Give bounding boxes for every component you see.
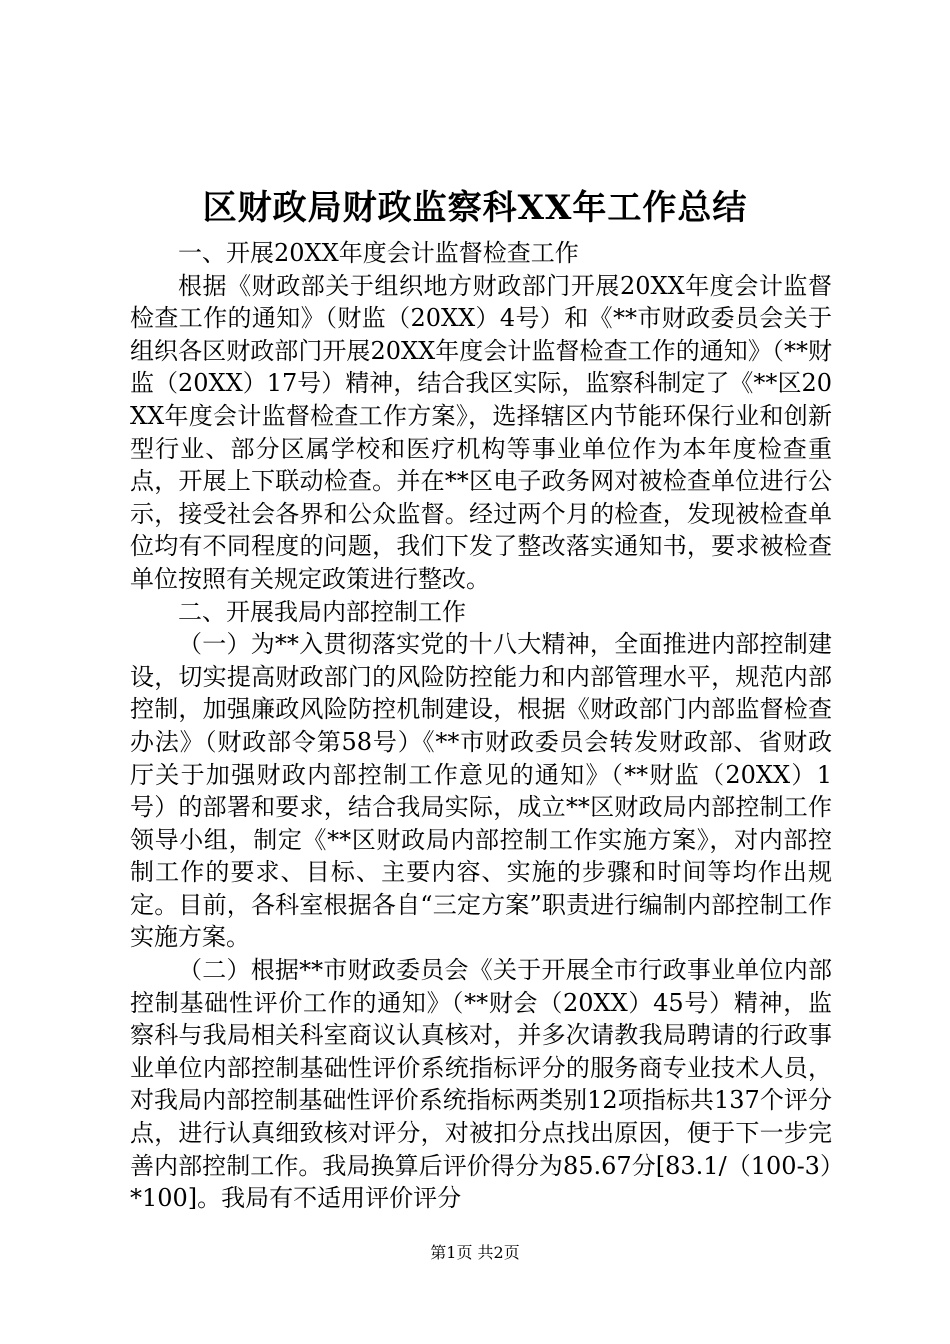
section1-heading: 一、开展20XX年度会计监督检查工作: [178, 239, 579, 267]
section2-heading: 二、开展我局内部控制工作: [178, 597, 466, 626]
document-title: 区财政局财政监察科XX年工作总结: [202, 188, 748, 228]
page-footer: 第1页 共2页: [430, 1243, 520, 1262]
section2-paragraph-1: （一）为**入贯彻落实党的十八大精神，全面推进内部控制建设，切实提高财政部门的风险防控能力和内部管理水平，规范内部控制，加强廉政风险防控机制建设，根据《财政部门内部监督检查办法》（财政部令第58号）《**市财政委员会转发财政部、省财政厅关于加强财政内部控制工作意见的通知》（**财监（20XX）1号）的部署和要求，结合我局实际，成立**区财政局内部控制工作领导小组，制定《**区财政局内部控制工作实施方案》，对内部控制工作的要求、目标、主要内容、实施的步骤和时间等均作出规定。目前，各科室根据各自“三定方案”职责进行编制内部控制工作实施方案。: [130, 630, 832, 952]
section2-paragraph-2: （二）根据**市财政委员会《关于开展全市行政事业单位内部控制基础性评价工作的通知》（**财会（20XX）45号）精神，监察科与我局相关科室商议认真核对，并多次请教我局聘请的行政事业单位内部控制基础性评价系统指标评分的服务商专业技术人员，对我局内部控制基础性评价系统指标两类别12项指标共137个评分点，进行认真细致核对评分，对被扣分点找出原因，便于下一步完善内部控制工作。我局换算后评价得分为85.67分[83.1/（100-3）*100]。我局有不适用评价评分: [130, 956, 832, 1213]
document-body: [130, 237, 832, 1215]
section1-paragraph: 根据《财政部关于组织地方财政部门开展20XX年度会计监督检查工作的通知》（财监（20XX）4号）和《**市财政委员会关于组织各区财政部门开展20XX年度会计监督检查工作的通知》（**财监（20XX）17号）精神，结合我区实际，监察科制定了《**区20XX年度会计监督检查工作方案》，选择辖区内节能环保行业和创新型行业、部分区属学校和医疗机构等事业单位作为本年度检查重点，开展上下联动检查。并在**区电子政务网对被检查单位进行公示，接受社会各界和公众监督。经过两个月的检查，发现被检查单位均有不同程度的问题，我们下发了整改落实通知书，要求被检查单位按照有关规定政策进行整改。: [130, 271, 832, 593]
